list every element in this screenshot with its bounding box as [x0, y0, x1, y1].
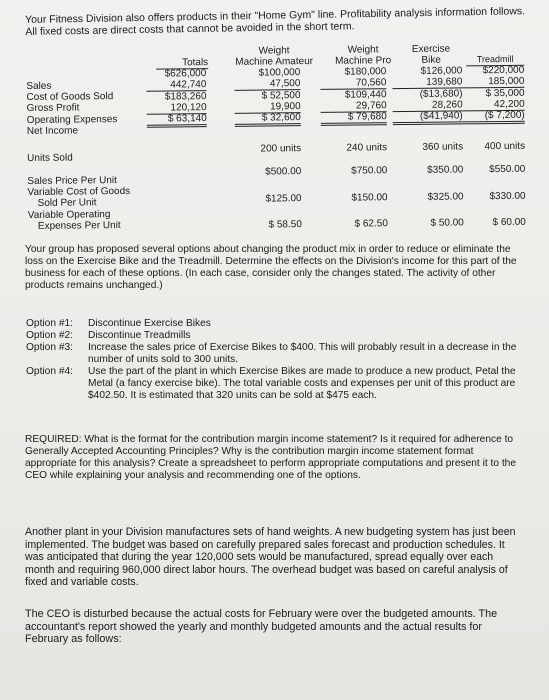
table-cell: $ 52,500 [261, 90, 301, 102]
table-cell: 200 units [260, 143, 302, 155]
row-label: Cost of Goods Sold [26, 91, 114, 103]
table-cell: $750.00 [351, 165, 388, 177]
proposal-paragraph: Your group has proposed several options about changing the product mix in order to reduce or eliminate the loss on the Exercise Bike and the Treadmill. Determine the effects on the Division's income for this part of the business for each of these options. (In each case, consider only the changes stated. The activity of other products remains unchanged.) [25, 244, 517, 291]
row-label: Expenses Per Unit [37, 220, 121, 232]
table-cell: $ 63,140 [147, 113, 207, 128]
table-cell: $ 79,680 [321, 111, 387, 126]
col-header-line1: Weight [347, 44, 379, 56]
list-item [26, 318, 526, 330]
col-header-line2: Machine Amateur [235, 55, 314, 68]
table-cell: $109,440 [344, 89, 387, 101]
table-cell: $126,000 [420, 65, 463, 77]
col-header-line1: Weight [258, 45, 290, 57]
row-label: Operating Expenses [26, 114, 118, 126]
col-header-line1: Exercise [411, 43, 451, 55]
table-cell: $150.00 [351, 192, 388, 204]
col-header-line2: Treadmill [466, 54, 524, 67]
option-text: Discontinue Treadmills [88, 330, 191, 341]
table-cell: $ 58.50 [268, 219, 302, 231]
profitability-table [26, 43, 533, 238]
option-text: Increase the sales price of Exercise Bikes to $400. This will probably result in a decrease in the number of units sold to 300 units. [88, 342, 517, 365]
table-cell: 139,680 [392, 76, 462, 89]
table-cell: $ 62.50 [354, 218, 388, 230]
option-text: Discontinue Exercise Bikes [88, 318, 211, 329]
options-list [26, 318, 526, 402]
option-label: Option #2: [26, 330, 74, 341]
table-cell: 120,120 [147, 102, 207, 115]
row-label: Variable Operating [27, 209, 111, 221]
intro-paragraph: Your Fitness Division also offers products in their "Home Gym" line. Profitability analysis information follows. All fixed costs are direct costs that cannot be avoided in the short term. [25, 5, 526, 38]
list-item [26, 330, 526, 342]
table-cell: 28,260 [393, 99, 463, 112]
table-cell: ($ 7,200) [463, 110, 525, 125]
table-cell: 29,760 [321, 100, 387, 113]
table-cell: 442,740 [146, 79, 206, 92]
option-label: Option #1: [26, 318, 74, 329]
table-cell: 19,900 [235, 101, 301, 114]
table-cell: $550.00 [489, 163, 526, 176]
ceo-paragraph: The CEO is disturbed because the actual costs for February were over the budgeted amounts. The accountant's report showed the yearly and monthly budgeted amounts and the actual results for February as follows: [25, 608, 498, 645]
row-label: Gross Profit [26, 102, 80, 114]
table-cell: ($13,680) [419, 88, 463, 100]
table-cell: $183,260 [164, 91, 207, 103]
table-cell: $500.00 [265, 166, 302, 178]
plant-paragraph: Another plant in your Division manufactures sets of hand weights. A new budgeting system has just been implemented. The budget was based on carefully prepared sales forecast and production schedules. It was anticipated that during the year 120,000 sets would be manufactured, spread equally over each month and requiring 960,000 direct labor hours. The overhead budget was based on careful analysis of fixed and variable costs. [25, 526, 516, 588]
table-cell: $330.00 [489, 190, 526, 203]
row-label: Sold Per Unit [37, 197, 97, 209]
row-label: Net Income [26, 125, 79, 137]
row-label: Units Sold [27, 152, 73, 164]
table-cell: $125.00 [265, 193, 302, 205]
table-cell: $626,000 [164, 68, 207, 80]
option-text: Use the part of the plant in which Exercise Bikes are made to produce a new product, Petal the Metal (a fancy exercise bike). The total variable costs and expenses per unit of this product are $402.50. It is estimated that 320 units can be sold at $475 each. [88, 366, 516, 401]
table-cell: 360 units [422, 141, 464, 153]
table-cell: 70,560 [320, 77, 386, 90]
table-cell: $ 35,000 [485, 87, 525, 100]
table-cell: $ 50.00 [430, 217, 464, 229]
required-paragraph: REQUIRED: What is the format for the contribution margin income statement? Is it required for adherence to Generally Accepted Accounting Principles? Why is the contribution margin income statement format appropriate for this analysis? Create a spreadsheet to perform appropriate computations and present it to the CEO while explaining your analysis and recommending one of the options. [25, 434, 516, 481]
table-cell: $350.00 [427, 164, 464, 176]
table-cell: $ 60.00 [492, 216, 526, 229]
table-cell: 47,500 [234, 78, 300, 91]
row-label: Sales Price Per Unit [27, 175, 117, 187]
col-header-line2: Machine Pro [335, 55, 392, 67]
option-label: Option #4: [26, 366, 74, 377]
table-cell: 240 units [346, 142, 388, 154]
row-label: Variable Cost of Goods [27, 185, 131, 198]
col-header-line2: Totals [156, 57, 208, 70]
table-cell: $325.00 [427, 191, 464, 203]
table-cell: $100,000 [258, 67, 301, 79]
table-cell: $ 32,600 [235, 112, 301, 127]
table-cell: 400 units [484, 140, 526, 153]
list-item [26, 366, 526, 402]
list-item [26, 342, 526, 366]
table-cell: 42,200 [463, 99, 525, 112]
table-cell: $180,000 [344, 66, 387, 78]
table-cell: ($41,940) [393, 110, 463, 125]
row-label: Sales [26, 80, 52, 92]
table-cell: 185,000 [462, 76, 524, 89]
table-cell: $220,000 [482, 64, 525, 77]
col-header-line2: Bike [421, 54, 441, 66]
option-label: Option #3: [26, 342, 74, 353]
